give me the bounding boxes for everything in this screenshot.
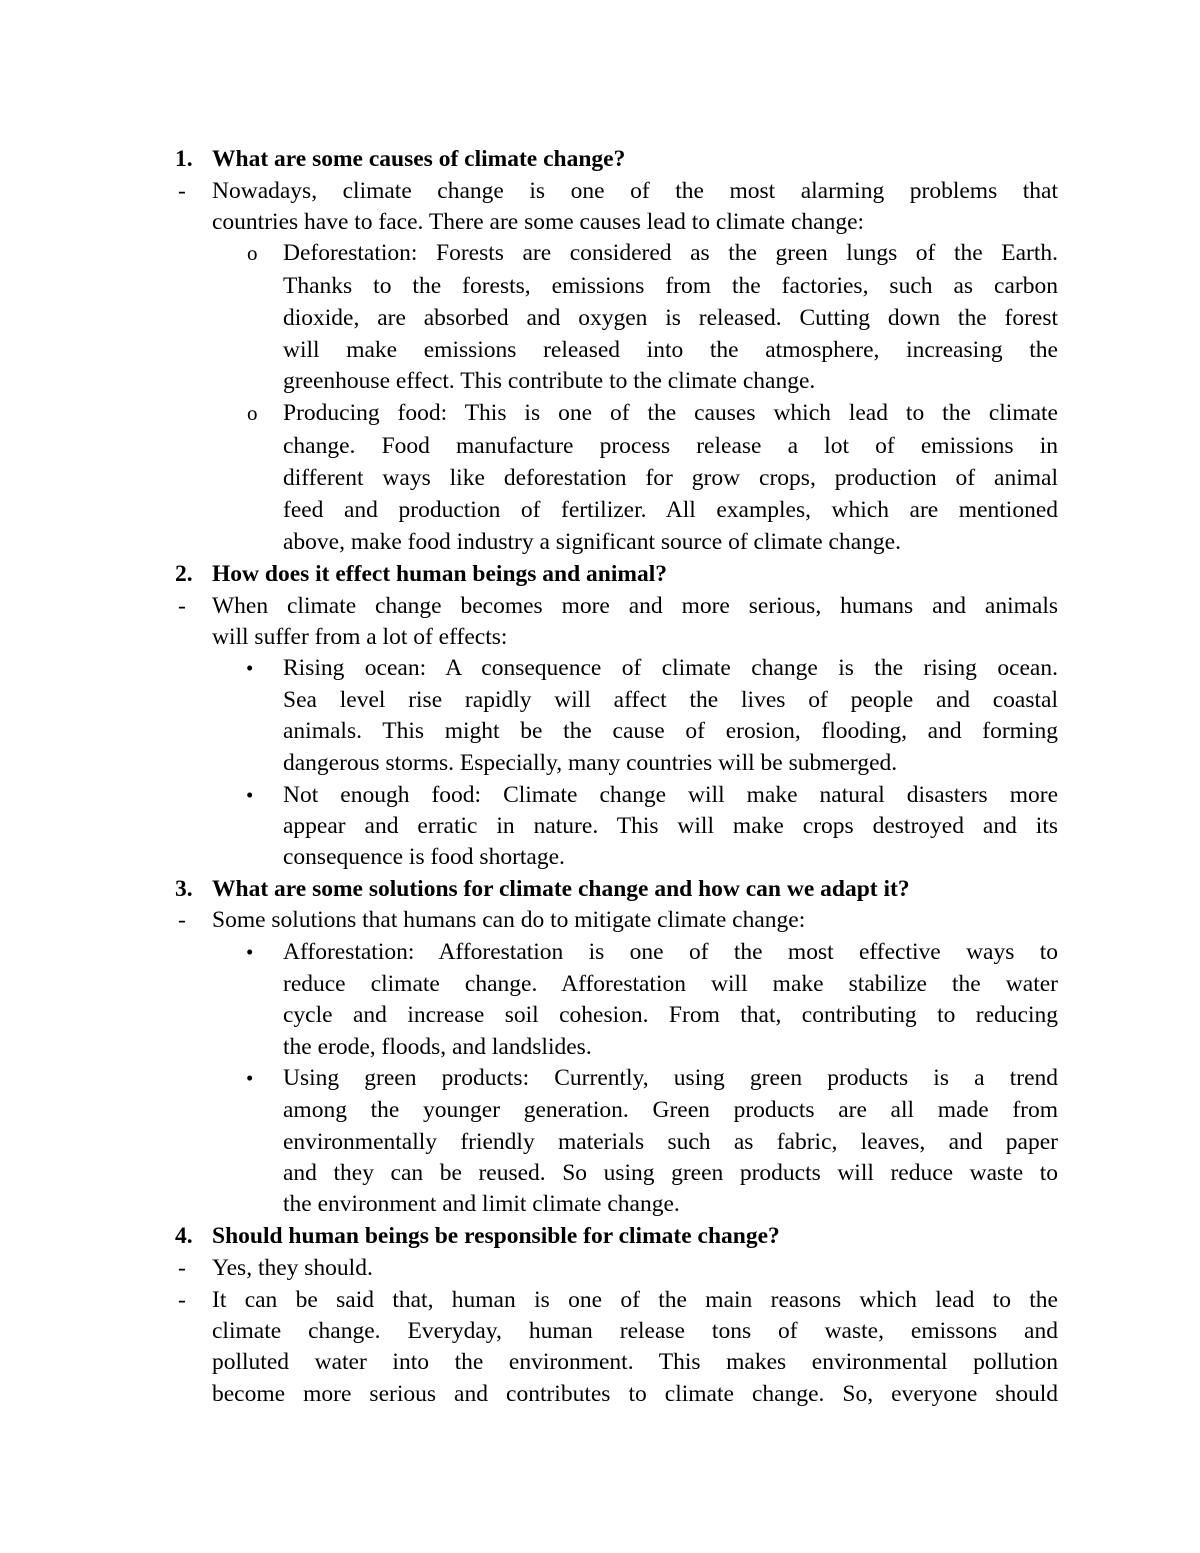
round-bullet: • [246,940,254,964]
q4-para-line: polluted water into the environment. This makes environmental pollution [212,1349,1058,1375]
dash-bullet: - [178,1255,186,1281]
q2-intro-line: When climate change becomes more and more serious, humans and animals [212,593,1058,619]
q3-item-2-line: among the younger generation. Green products are all made from [283,1097,1058,1123]
round-bullet: • [246,783,254,807]
q4-answer: Yes, they should. [212,1255,373,1281]
question-3-number: 3. [175,876,193,902]
dash-bullet: - [178,1287,186,1313]
q3-item-1-line: reduce climate change. Afforestation will make stabilize the water [283,971,1058,997]
q2-item-2-line: appear and erratic in nature. This will make crops destroyed and its [283,813,1058,839]
q1-intro-line: Nowadays, climate change is one of the most alarming problems that [212,178,1058,204]
dash-bullet: - [178,593,186,619]
q2-item-1-line: Rising ocean: A consequence of climate change is the rising ocean. [283,655,1058,681]
q1-intro-line: countries have to face. There are some causes lead to climate change: [212,209,865,235]
q4-para-line: It can be said that, human is one of the main reasons which lead to the [212,1287,1058,1313]
q4-para-line: climate change. Everyday, human release tons of waste, emissons and [212,1318,1058,1344]
q3-item-2-line: Using green products: Currently, using green products is a trend [283,1065,1058,1091]
q1-item-2-line: different ways like deforestation for grow crops, production of animal [283,465,1058,491]
question-1-title: What are some causes of climate change? [212,146,626,172]
q1-item-1-line: dioxide, are absorbed and oxygen is released. Cutting down the forest [283,305,1058,331]
circle-bullet: o [247,401,258,425]
round-bullet: • [246,1066,254,1090]
question-4-title: Should human beings be responsible for climate change? [212,1223,780,1249]
q1-item-1-line: Thanks to the forests, emissions from the factories, such as carbon [283,273,1058,299]
q2-item-1-line: animals. This might be the cause of erosion, flooding, and forming [283,718,1058,744]
q3-item-1-line: the erode, floods, and landslides. [283,1034,592,1060]
q1-item-1-line: will make emissions released into the atmosphere, increasing the [283,337,1058,363]
question-1-number: 1. [175,146,193,172]
q2-intro-line: will suffer from a lot of effects: [212,624,508,650]
q2-item-2-line: consequence is food shortage. [283,844,565,870]
q3-item-1-line: cycle and increase soil cohesion. From that, contributing to reducing [283,1002,1058,1028]
q1-item-2-line: feed and production of fertilizer. All examples, which are mentioned [283,497,1058,523]
q1-item-1-line: Deforestation: Forests are considered as the green lungs of the Earth. [283,240,1058,266]
q2-item-1-line: dangerous storms. Especially, many countries will be submerged. [283,750,898,776]
circle-bullet: o [247,241,258,265]
q3-item-2-line: the environment and limit climate change. [283,1191,680,1217]
q3-item-2-line: environmentally friendly materials such as fabric, leaves, and paper [283,1129,1058,1155]
q2-item-1-line: Sea level rise rapidly will affect the lives of people and coastal [283,687,1058,713]
q1-item-2-line: Producing food: This is one of the causes which lead to the climate [283,400,1058,426]
q1-item-2-line: change. Food manufacture process release a lot of emissions in [283,433,1058,459]
q1-item-1-line: greenhouse effect. This contribute to the climate change. [283,368,816,394]
question-4-number: 4. [175,1223,193,1249]
question-3-title: What are some solutions for climate change and how can we adapt it? [212,876,910,902]
round-bullet: • [246,656,254,680]
dash-bullet: - [178,178,186,204]
dash-bullet: - [178,907,186,933]
q3-intro-line: Some solutions that humans can do to mitigate climate change: [212,907,806,933]
q3-item-1-line: Afforestation: Afforestation is one of the most effective ways to [283,939,1058,965]
question-2-title: How does it effect human beings and animal? [212,561,668,587]
q4-para-line: become more serious and contributes to climate change. So, everyone should [212,1381,1058,1407]
q3-item-2-line: and they can be reused. So using green products will reduce waste to [283,1160,1058,1186]
q2-item-2-line: Not enough food: Climate change will make natural disasters more [283,782,1058,808]
question-2-number: 2. [175,561,193,587]
q1-item-2-line: above, make food industry a significant source of climate change. [283,529,901,555]
